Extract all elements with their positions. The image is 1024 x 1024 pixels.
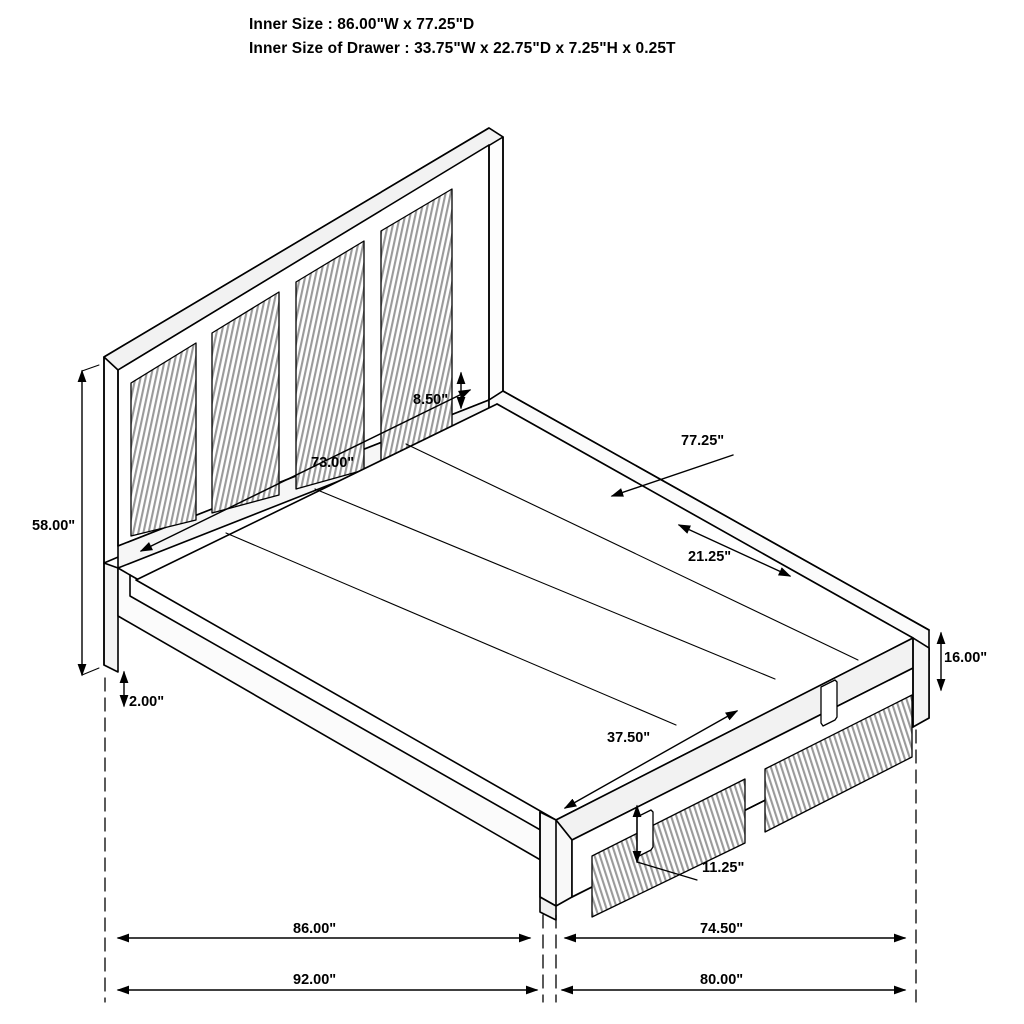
dim-headboard-inner-width: 73.00": [311, 455, 355, 471]
dim-side-inner-depth: 74.50": [700, 921, 744, 937]
dim-floor-clearance: 2.00": [129, 694, 165, 710]
dim-inner-depth: 77.25": [681, 433, 725, 449]
dim-footboard-height: 16.00": [944, 650, 988, 666]
inner-size-note: Inner Size : 86.00"W x 77.25"D: [249, 16, 475, 33]
inner-drawer-size-note: Inner Size of Drawer : 33.75"W x 22.75"D x 7.25"H x 0.25T: [249, 40, 676, 57]
dim-headboard-to-rail: 8.50": [413, 392, 449, 408]
dim-drawer-width: 37.50": [607, 730, 651, 746]
dim-total-depth: 80.00": [700, 972, 744, 988]
dim-drawer-height: 11.25": [702, 860, 745, 876]
dim-headboard-height: 58.00": [32, 518, 76, 534]
dim-footboard-deck-depth: 21.25": [688, 549, 732, 565]
dim-inner-width: 86.00": [293, 921, 337, 937]
dim-total-width: 92.00": [293, 972, 337, 988]
